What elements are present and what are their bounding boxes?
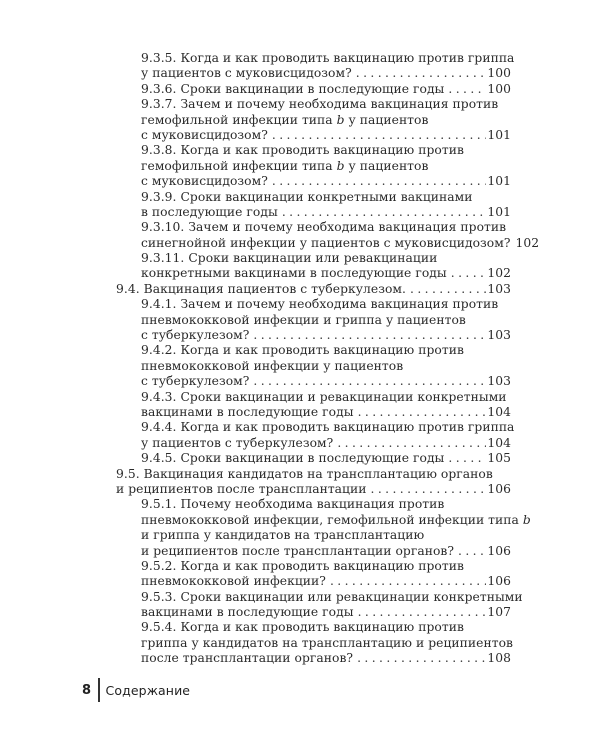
footer-page-number: 8: [82, 682, 92, 698]
page-number: 105: [487, 451, 511, 466]
dot-leader: [358, 405, 487, 420]
page-number: 101: [487, 204, 511, 219]
toc-entry-line: вакцинами в последующие годы . . . 104: [141, 405, 511, 420]
dot-leader: [253, 374, 486, 389]
dot-leader: [448, 451, 486, 466]
toc-entry-line: 9.3.7. Зачем и почему необходима вакцинация против: [141, 97, 499, 112]
toc-entry-9-4-1[interactable]: [0, 297, 600, 343]
toc-entry-9-5-4[interactable]: [0, 620, 600, 666]
toc-entry-line: гриппа у кандидатов на трансплантацию и реципиентов: [141, 635, 514, 650]
toc-entry-line: 9.3.8. Когда и как проводить вакцинацию против: [141, 143, 464, 158]
toc-entry-9-3-7[interactable]: [0, 97, 600, 143]
toc-entry-9-4-5[interactable]: [0, 451, 600, 466]
toc-entry-line: 9.4.5. Сроки вакцинации в последующие годы . . . 105: [141, 451, 511, 466]
toc-entry-line: у пациентов с туберкулезом? . . . 104: [141, 436, 511, 451]
toc-entry-9-4-2[interactable]: [0, 343, 600, 389]
toc-entry-line: с муковисцидозом? . . . 101: [141, 128, 511, 143]
italic-variable: b: [336, 112, 345, 127]
page-number: 102: [487, 266, 511, 281]
page-number: 106: [487, 481, 511, 496]
toc-entry-line: 9.3.11. Сроки вакцинации или ревакцинации: [141, 251, 438, 266]
dot-leader: [357, 651, 486, 666]
toc-entry-line: и реципиентов после трансплантации . . . 106: [116, 482, 511, 497]
toc-entry-line: с туберкулезом? . . . 103: [141, 328, 511, 343]
toc-entry-line: с муковисцидозом? . . . 101: [141, 174, 511, 189]
toc-entry-9-5-2[interactable]: [0, 559, 600, 590]
toc-entry-line: и реципиентов после трансплантации органов? . . . 106: [141, 544, 511, 559]
italic-variable: b: [522, 512, 531, 527]
toc-entry-line: синегнойной инфекции у пациентов с муковисцидозом? 102: [141, 235, 540, 250]
toc-entry-line: 9.5.2. Когда и как проводить вакцинацию против: [141, 558, 464, 573]
toc-entry-line: 9.5.4. Когда и как проводить вакцинацию против: [141, 620, 464, 635]
toc-entry-9-3-9[interactable]: [0, 190, 600, 221]
toc-entry-line: гемофильной инфекции типа b у пациентов: [141, 158, 429, 173]
toc-entry-line: 9.3.6. Сроки вакцинации в последующие годы . . . 100: [141, 82, 511, 97]
toc-entry-line: пневмококковой инфекции? . . . 106: [141, 574, 511, 589]
toc-entry-line: 9.5.3. Сроки вакцинации или ревакцинации конкретными: [141, 589, 523, 604]
toc-section-9-4[interactable]: [0, 282, 600, 297]
toc-entry-line: пневмококковой инфекции и гриппа у пациентов: [141, 312, 466, 327]
toc-entry-line: с туберкулезом? . . . 103: [141, 374, 511, 389]
page-number: 103: [487, 328, 511, 343]
toc-entry-9-5-3[interactable]: [0, 590, 600, 621]
toc-entry-line: вакцинами в последующие годы . . . 107: [141, 605, 511, 620]
toc-entry-line: 9.4.1. Зачем и почему необходима вакцинация против: [141, 297, 499, 312]
toc-entry-line: 9.3.5. Когда и как проводить вакцинацию против гриппа: [141, 51, 515, 65]
dot-leader: [410, 282, 486, 297]
toc-entry-9-4-3[interactable]: [0, 390, 600, 421]
page-number: 104: [487, 435, 511, 450]
italic-variable: b: [336, 158, 345, 173]
toc-entry-line: 9.3.10. Зачем и почему необходима вакцинация против: [141, 220, 507, 235]
toc-section-9-5[interactable]: [0, 467, 600, 498]
page-number: 102: [515, 235, 540, 250]
page-number: 101: [487, 127, 511, 142]
footer-section-title: Содержание: [105, 682, 191, 698]
page-number: 108: [487, 651, 511, 666]
page-number: 100: [487, 81, 511, 96]
toc-entry-line: и гриппа у кандидатов на трансплантацию: [141, 528, 425, 543]
toc-entry-line: в последующие годы . . . 101: [141, 205, 511, 220]
footer-divider: [98, 678, 100, 702]
toc-entry-line: конкретными вакцинами в последующие годы . . . 102: [141, 266, 511, 281]
toc-entry-9-3-10[interactable]: [0, 220, 600, 251]
toc-entry-9-5-1[interactable]: [0, 497, 600, 559]
toc-entry-9-3-5[interactable]: [0, 51, 600, 82]
page-number: 106: [487, 574, 511, 589]
dot-leader: [253, 328, 486, 343]
toc-entry-line: пневмококковой инфекции у пациентов: [141, 358, 404, 373]
page-number: 104: [487, 404, 511, 419]
toc-entry-line: 9.4.3. Сроки вакцинации и ревакцинации конкретными: [141, 389, 507, 404]
page-footer: [82, 678, 190, 702]
dot-leader: [371, 482, 487, 497]
toc-entry-9-3-8[interactable]: [0, 143, 600, 189]
toc-entry-line: у пациентов с муковисцидозом? . . . 100: [141, 66, 511, 81]
dot-leader: [358, 605, 487, 620]
page-number: 107: [487, 605, 511, 620]
toc-entry-line: 9.4.2. Когда и как проводить вакцинацию против: [141, 343, 464, 358]
page-number: 103: [487, 281, 511, 296]
toc-entry-line: после трансплантации органов? . . . 108: [141, 651, 511, 666]
toc-entry-line: 9.5.1. Почему необходима вакцинация против: [141, 497, 445, 512]
page-number: 101: [487, 174, 511, 189]
dot-leader: [356, 66, 487, 81]
toc-entry-line: гемофильной инфекции типа b у пациентов: [141, 112, 429, 127]
toc-entry-9-3-11[interactable]: [0, 251, 600, 282]
toc-entry-line: 9.4.4. Когда и как проводить вакцинацию против гриппа: [141, 420, 515, 435]
dot-leader: [282, 205, 487, 220]
dot-leader: [272, 128, 486, 143]
toc-entry-line: 9.4. Вакцинация пациентов с туберкулезом. . . . 103: [116, 282, 511, 297]
dot-leader: [272, 174, 486, 189]
table-of-contents: [0, 51, 600, 667]
dot-leader: [337, 436, 486, 451]
dot-leader: [458, 544, 486, 559]
toc-entry-9-3-6[interactable]: [0, 82, 600, 97]
page-number: 103: [487, 374, 511, 389]
toc-entry-9-4-4[interactable]: [0, 420, 600, 451]
dot-leader: [448, 82, 486, 97]
page-number: 100: [487, 66, 511, 81]
page-number: 106: [487, 543, 511, 558]
toc-entry-line: 9.3.9. Сроки вакцинации конкретными вакцинами: [141, 189, 473, 204]
dot-leader: [451, 266, 487, 281]
dot-leader: [330, 574, 486, 589]
toc-entry-line: пневмококковой инфекции, гемофильной инфекции типа b: [141, 512, 531, 527]
toc-entry-line: 9.5. Вакцинация кандидатов на трансплантацию органов: [116, 466, 493, 481]
